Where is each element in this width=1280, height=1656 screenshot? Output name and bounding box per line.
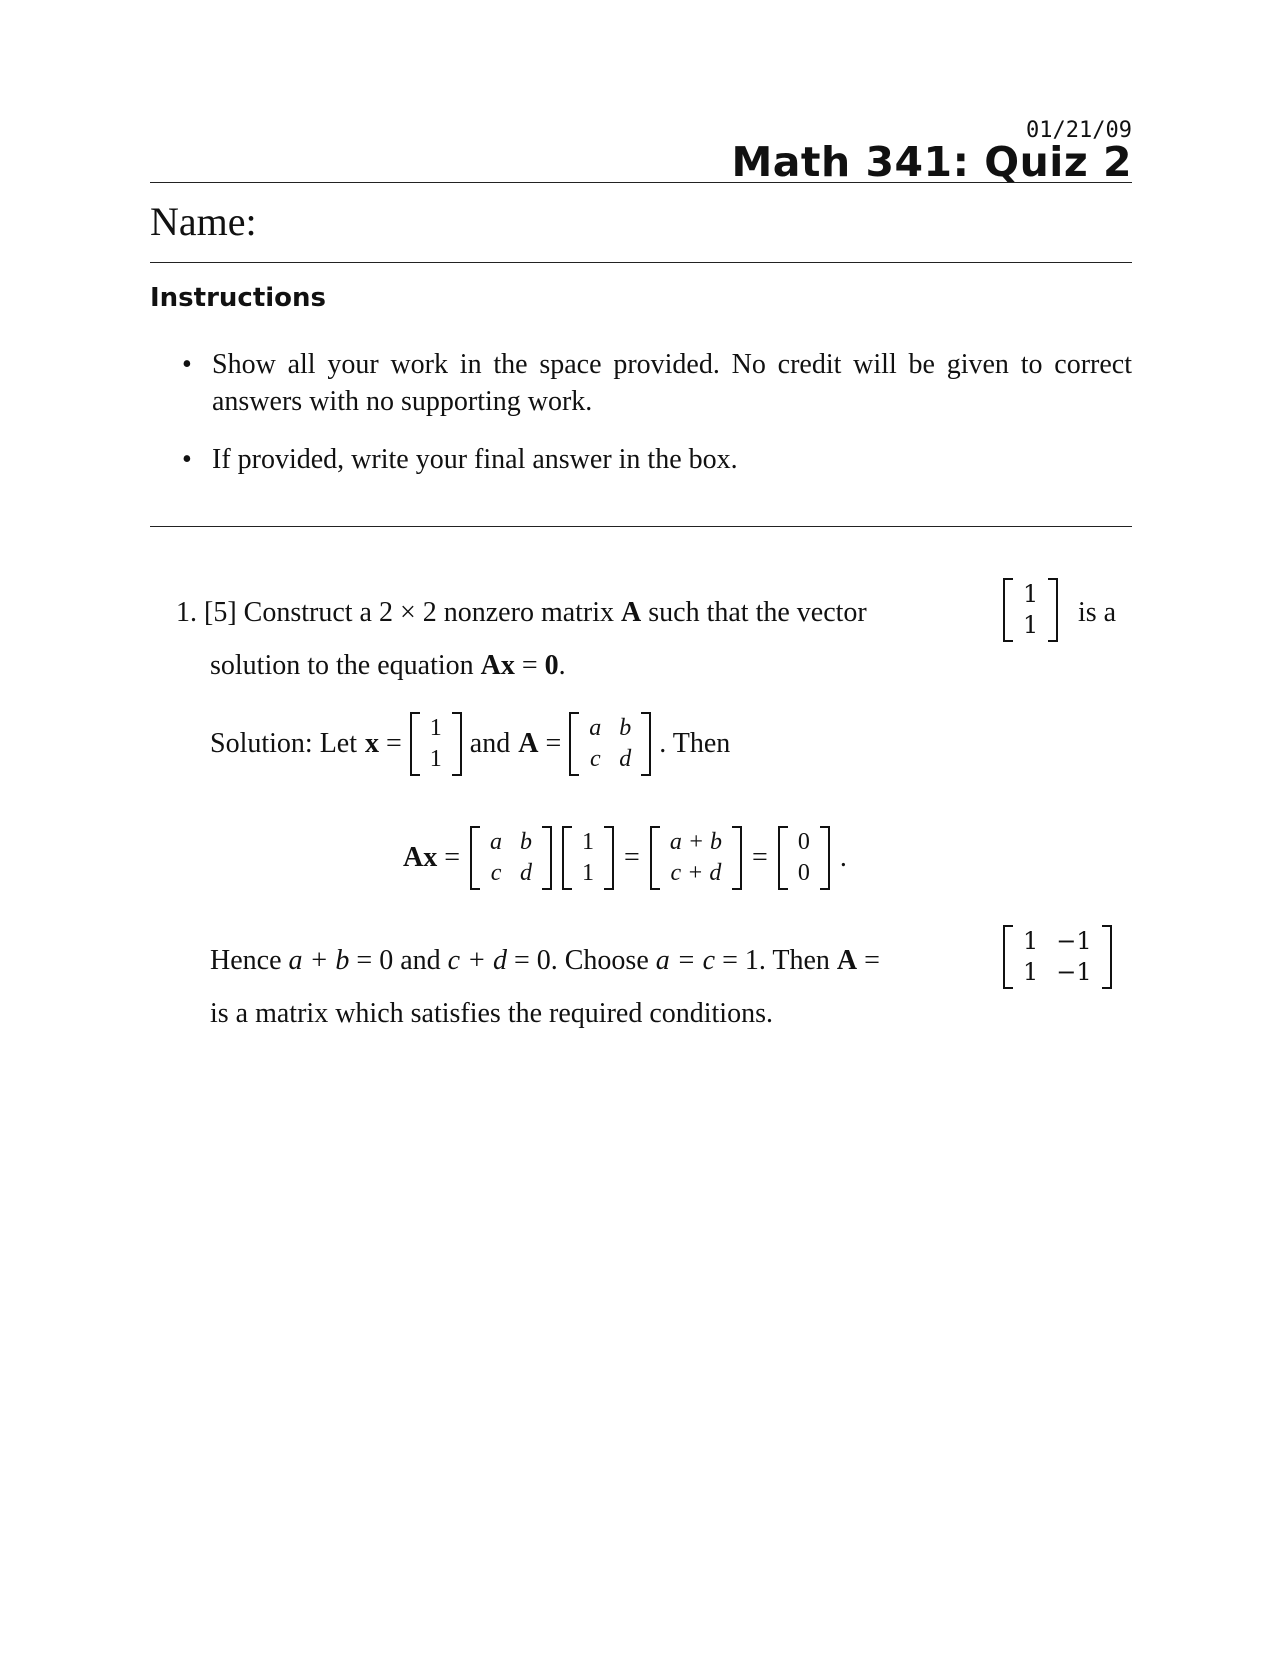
product-x-vector: 1 1	[562, 826, 614, 890]
final-A-matrix: 1 −1 1 −1	[1003, 925, 1112, 989]
name-label: Name:	[150, 199, 257, 244]
page-title: Math 341: Quiz 2	[731, 138, 1132, 186]
problem-number: 1.	[176, 597, 197, 628]
bullet-icon: •	[182, 444, 192, 475]
solution-line-1: Solution: Let x = 1 1 and A = a b c d . Then	[210, 712, 730, 776]
A-matrix: a b c d	[569, 712, 651, 776]
instructions-heading: Instructions	[150, 283, 327, 313]
product-result-vector: a + b c + d	[650, 826, 742, 890]
product-equation: Ax = a b c d 1 1 = a + b c + d = 0 0 .	[403, 826, 847, 890]
section-rule	[150, 526, 1132, 527]
solution-hence-line: Hence a + b = 0 and c + d = 0. Choose a = c = 1. Then A =	[210, 945, 880, 976]
problem-points: [5]	[204, 597, 237, 628]
problem-1-line-2: solution to the equation Ax = 0.	[210, 650, 566, 681]
instruction-item: • If provided, write your final answer in the box.	[182, 441, 1132, 478]
problem-vector: 1 1	[1003, 578, 1058, 642]
solution-closing: is a matrix which satisfies the required conditions.	[210, 998, 773, 1029]
instruction-item: • Show all your work in the space provided. No credit will be given to correct answers with no supporting work.	[182, 346, 1132, 420]
problem-1-line-1-end: is a	[1078, 597, 1117, 628]
product-A-matrix: a b c d	[470, 826, 552, 890]
name-rule	[150, 262, 1132, 263]
x-vector: 1 1	[410, 712, 462, 776]
quiz-date: 01/21/09	[1026, 118, 1132, 143]
problem-1-line-1: 1. [5] Construct a 2 × 2 nonzero matrix A such that the vector	[176, 597, 867, 628]
bullet-icon: •	[182, 349, 192, 380]
zero-vector: 0 0	[778, 826, 830, 890]
instructions-list	[182, 346, 1132, 499]
title-rule	[150, 182, 1132, 183]
